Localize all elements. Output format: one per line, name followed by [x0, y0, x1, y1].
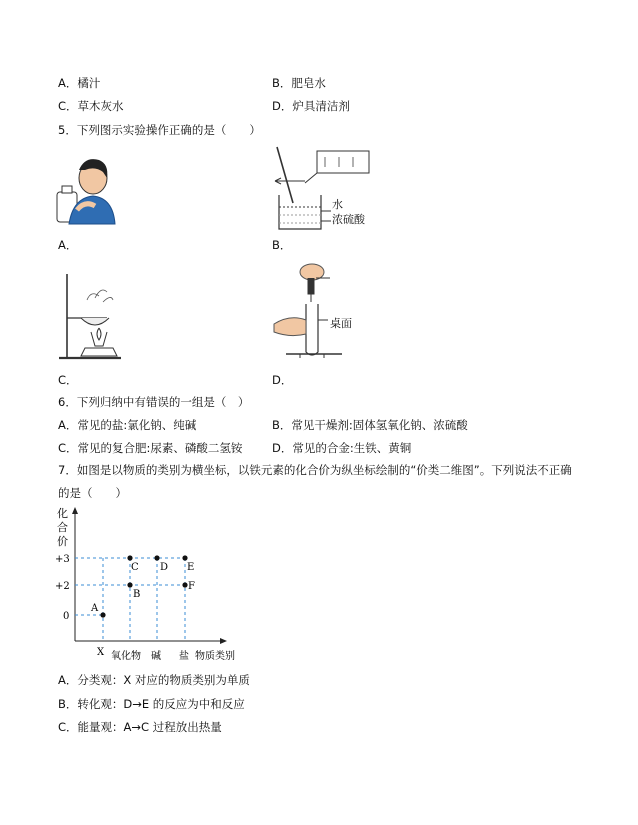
q6-option-c: C．常见的复合肥:尿素、磷酸二氢铵 — [58, 441, 243, 455]
q5-label-a: A． — [58, 238, 78, 252]
xlabel: 物质类别 — [195, 651, 235, 662]
q4-option-a: A．橘汁 — [58, 76, 101, 90]
point-c — [127, 555, 132, 560]
q5-label-d: D． — [272, 373, 293, 387]
q7-option-b: B．转化观：D→E 的反应为中和反应 — [58, 697, 245, 711]
q7-option-a: A．分类观：X 对应的物质类别为单质 — [58, 673, 250, 687]
xtick-base: 碱 — [151, 651, 161, 662]
ytick-2: +2 — [55, 581, 70, 592]
label-a: A — [91, 603, 99, 614]
q4-option-c: C．草木灰水 — [58, 99, 124, 113]
q5-figure-b-dilution — [265, 143, 385, 233]
label-c: C — [131, 562, 139, 573]
q5-figure-a-smelling — [55, 150, 117, 225]
xtick-salt: 盐 — [179, 651, 189, 662]
q4-option-b: B．肥皂水 — [272, 76, 326, 90]
q5-figure-c-evaporation — [55, 270, 125, 362]
q6-option-a: A．常见的盐:氯化钠、纯碱 — [58, 418, 197, 432]
point-d — [154, 555, 159, 560]
ylabel-1: 化 — [57, 507, 68, 520]
point-f — [182, 582, 187, 587]
q5-label-b: B． — [272, 238, 292, 252]
q5-fig-b-water-label: 水 — [332, 198, 343, 211]
q5-fig-d-table-label: 桌面 — [330, 317, 352, 330]
q4-option-d: D．炉具清洁剂 — [272, 99, 350, 113]
q7-valence-class-graph — [55, 505, 260, 665]
q6-option-b: B．常见干燥剂:固体氢氧化钠、浓硫酸 — [272, 418, 468, 432]
point-e — [182, 555, 187, 560]
q6-stem: 6．下列归纳中有错误的一组是（ ） — [58, 395, 250, 409]
q5-stem: 5．下列图示实验操作正确的是（ ） — [58, 123, 261, 137]
xtick-x: X — [97, 647, 105, 658]
q5-label-c: C． — [58, 373, 78, 387]
q5-fig-b-acid-label: 浓硫酸 — [332, 213, 365, 226]
ylabel-3: 价 — [57, 535, 68, 548]
point-a — [100, 612, 105, 617]
q7-stem-line1: 7．如图是以物质的类别为横坐标，以铁元素的化合价为纵坐标绘制的“价类二维图”。下列说法不正确 — [58, 463, 572, 477]
xtick-oxide: 氧化物 — [111, 651, 141, 662]
label-d: D — [160, 562, 169, 573]
point-b — [127, 582, 132, 587]
ylabel-2: 合 — [57, 521, 68, 534]
ytick-3: +3 — [55, 554, 70, 565]
q5-figure-d-dropper — [270, 258, 360, 360]
q7-option-c: C．能量观：A→C 过程放出热量 — [58, 720, 222, 734]
label-b: B — [133, 589, 141, 600]
label-e: E — [187, 562, 195, 573]
q7-stem-line2: 的是（ ） — [58, 486, 127, 500]
ytick-0: 0 — [63, 611, 70, 622]
label-f: F — [188, 581, 195, 592]
q6-option-d: D．常见的合金:生铁、黄铜 — [272, 441, 412, 455]
